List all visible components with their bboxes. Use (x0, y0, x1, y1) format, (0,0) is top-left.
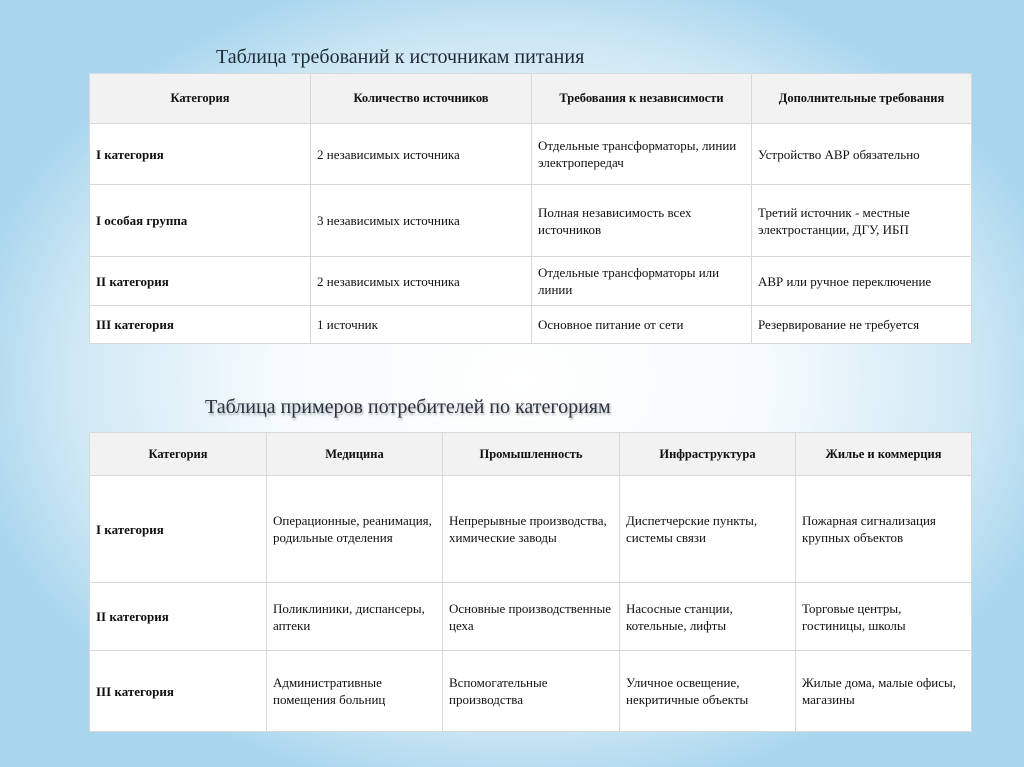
table-cell: 2 независимых источника (311, 257, 532, 306)
table-row (90, 185, 972, 257)
table-row (90, 583, 972, 651)
category-cell: I особая группа (90, 185, 311, 257)
column-header: Категория (90, 433, 267, 476)
column-header: Требования к независимости (532, 74, 752, 124)
table-cell: Уличное освещение, некритичные объекты (620, 651, 796, 732)
column-header: Инфраструктура (620, 433, 796, 476)
category-cell: II категория (90, 257, 311, 306)
table-cell: Административные помещения больниц (267, 651, 443, 732)
table-cell: АВР или ручное переключение (752, 257, 972, 306)
table-cell: Диспетчерские пункты, системы связи (620, 476, 796, 583)
table-cell: Операционные, реанимация, родильные отделения (267, 476, 443, 583)
category-cell: III категория (90, 306, 311, 344)
table-cell: Устройство АВР обязательно (752, 124, 972, 185)
table-row (90, 124, 972, 185)
category-cell: II категория (90, 583, 267, 651)
category-cell: I категория (90, 124, 311, 185)
table-row (90, 257, 972, 306)
column-header: Промышленность (443, 433, 620, 476)
table-cell: Непрерывные производства, химические заводы (443, 476, 620, 583)
table-cell: Поликлиники, диспансеры, аптеки (267, 583, 443, 651)
table-header-row (90, 433, 972, 476)
power-requirements-title: Таблица требований к источникам питания (216, 46, 585, 68)
column-header: Дополнительные требования (752, 74, 972, 124)
column-header: Количество источников (311, 74, 532, 124)
table-cell: Пожарная сигнализация крупных объектов (796, 476, 972, 583)
table-cell: 1 источник (311, 306, 532, 344)
table-row (90, 306, 972, 344)
table-cell: Вспомогательные производства (443, 651, 620, 732)
category-cell: I категория (90, 476, 267, 583)
table-cell: Полная независимость всех источников (532, 185, 752, 257)
power-requirements-table (89, 73, 972, 344)
table-cell: Отдельные трансформаторы или линии (532, 257, 752, 306)
column-header: Медицина (267, 433, 443, 476)
table-cell: Торговые центры, гостиницы, школы (796, 583, 972, 651)
table-cell: Третий источник - местные электростанции, ДГУ, ИБП (752, 185, 972, 257)
table-cell: Резервирование не требуется (752, 306, 972, 344)
table-cell: 3 независимых источника (311, 185, 532, 257)
consumer-examples-title: Таблица примеров потребителей по категориям (205, 396, 611, 418)
column-header: Жилье и коммерция (796, 433, 972, 476)
table-cell: Основное питание от сети (532, 306, 752, 344)
table-cell: Жилые дома, малые офисы, магазины (796, 651, 972, 732)
category-cell: III категория (90, 651, 267, 732)
table-cell: Отдельные трансформаторы, линии электропередач (532, 124, 752, 185)
table-cell: Насосные станции, котельные, лифты (620, 583, 796, 651)
table-cell: 2 независимых источника (311, 124, 532, 185)
table-row (90, 651, 972, 732)
table-cell: Основные производственные цеха (443, 583, 620, 651)
consumer-examples-table (89, 432, 972, 732)
table-header-row (90, 74, 972, 124)
table-row (90, 476, 972, 583)
column-header: Категория (90, 74, 311, 124)
